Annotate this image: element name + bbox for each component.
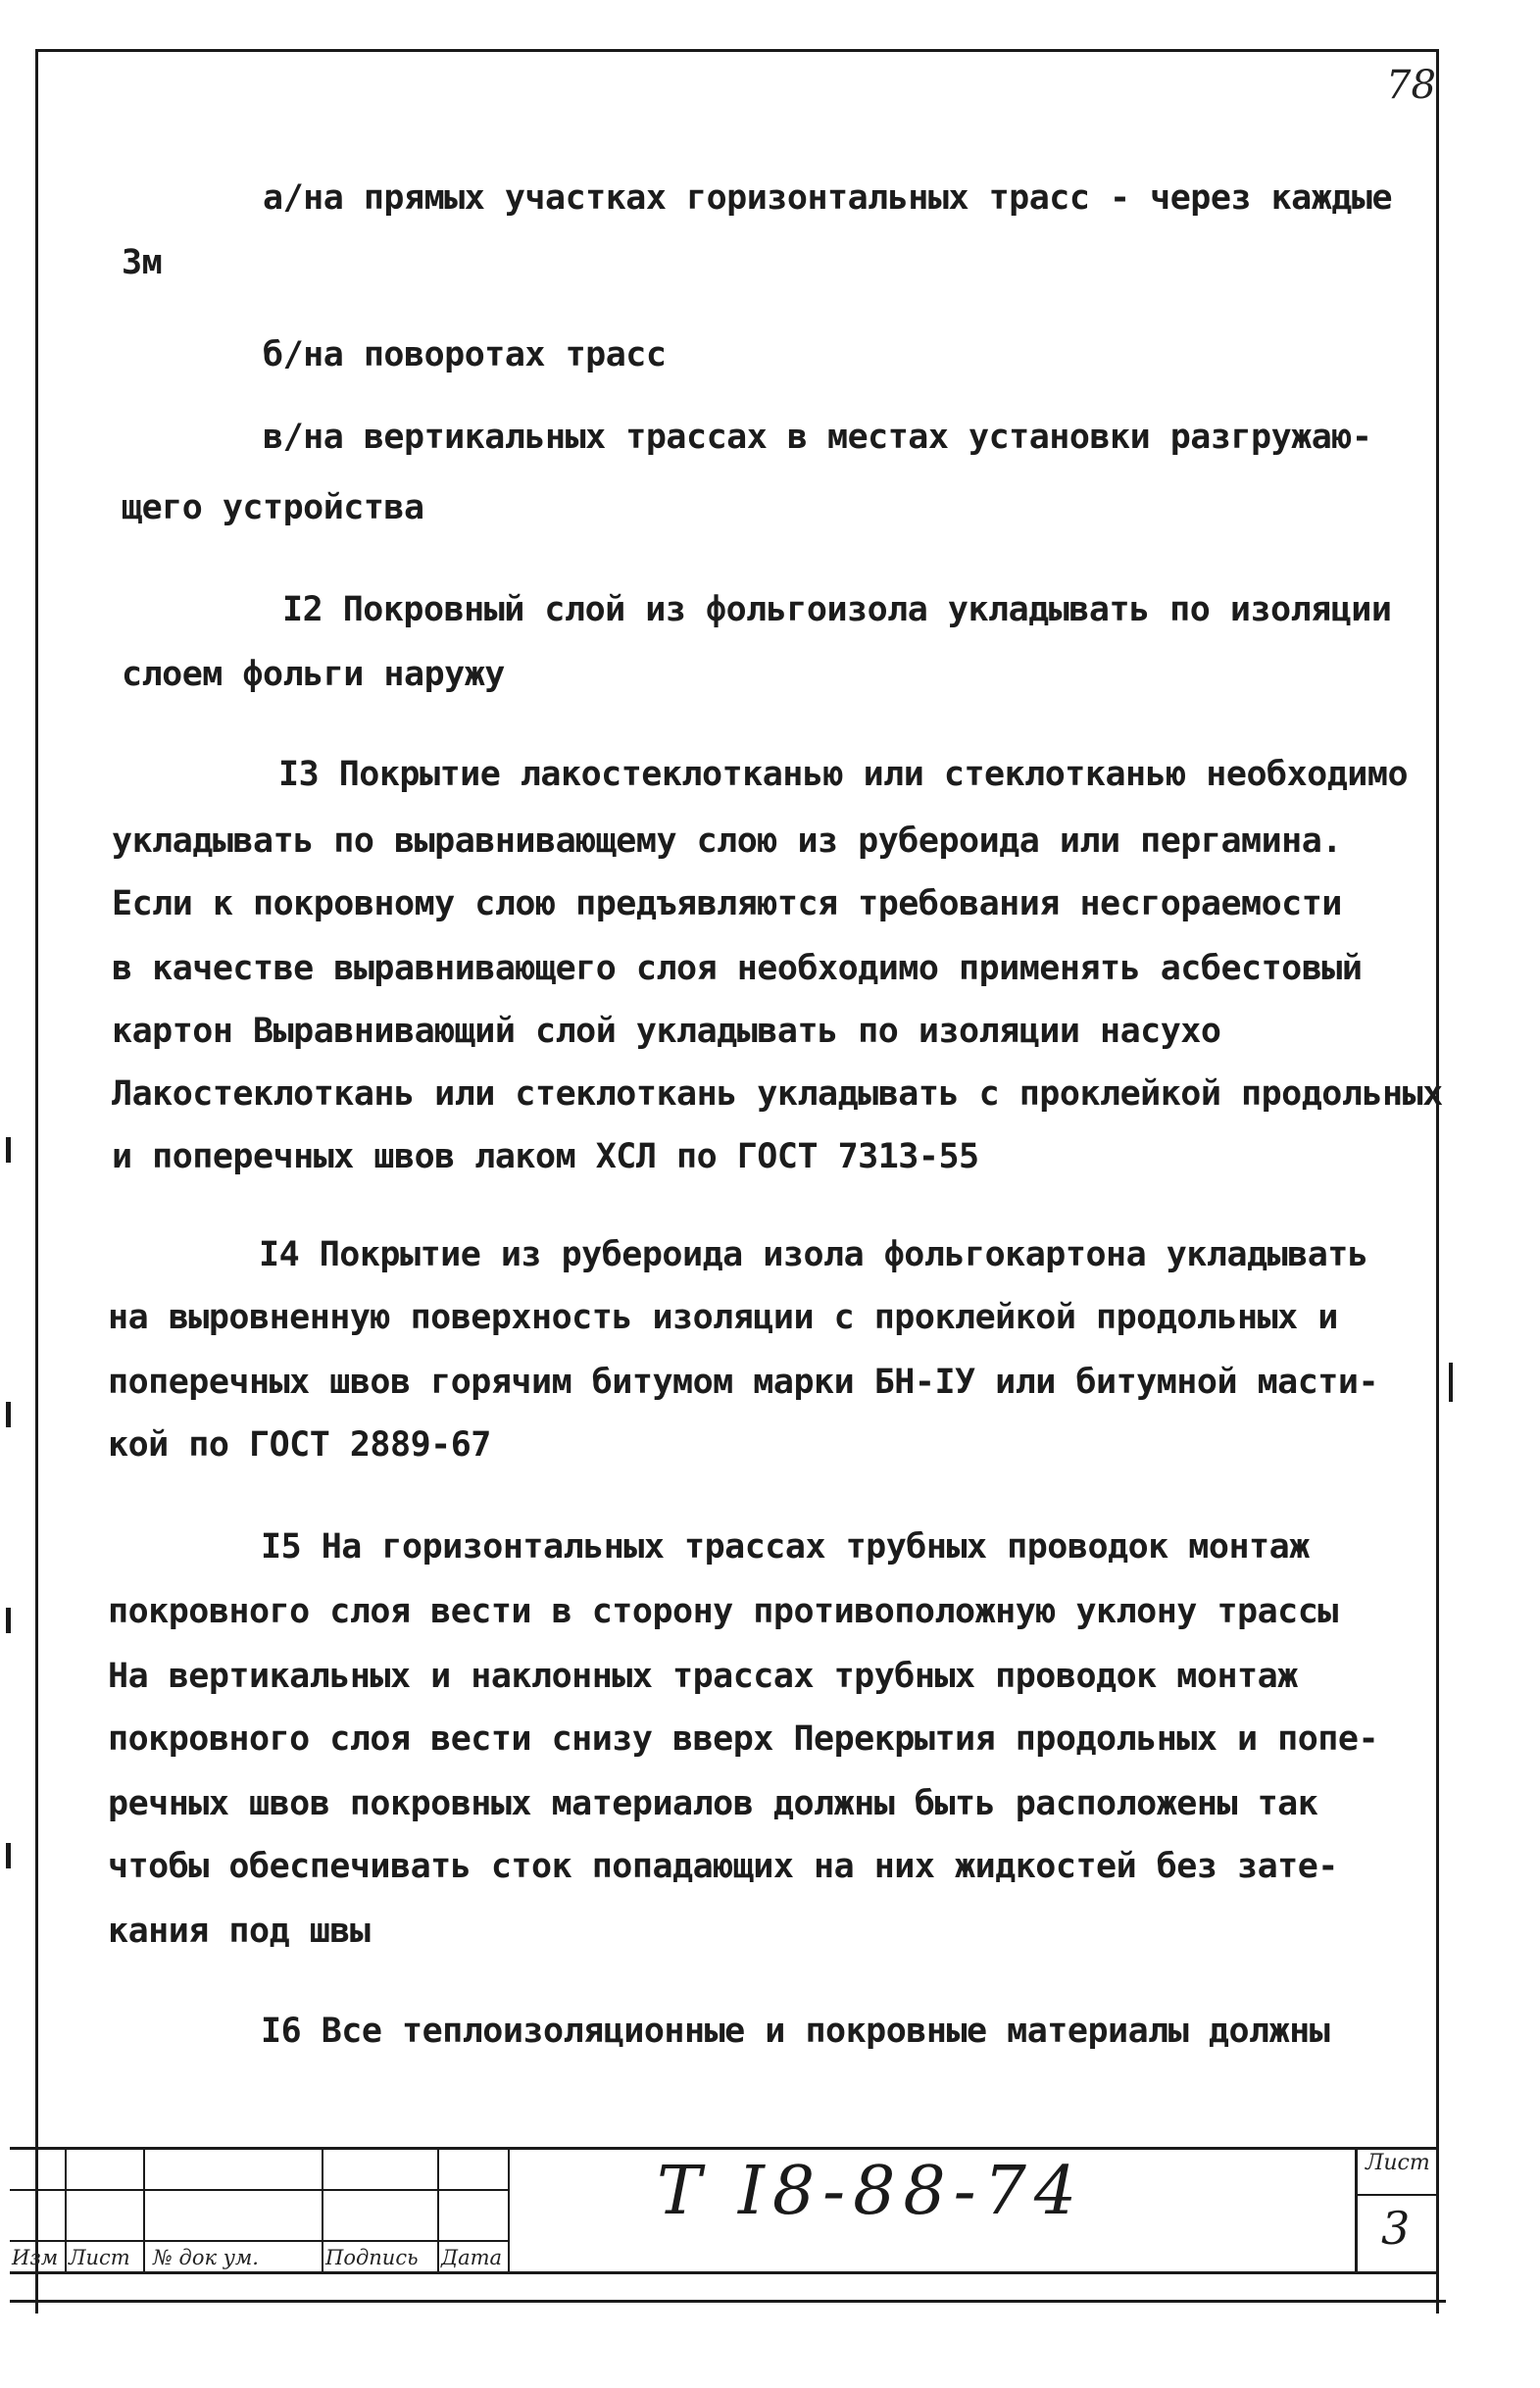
text-line: чтобы обеспечивать сток попадающих на них жидкостей без зате- <box>108 1847 1338 1886</box>
text-line: На вертикальных и наклонных трассах трубных проводок монтаж <box>108 1657 1298 1696</box>
text-line: поперечных швов горячим битумом марки БН-IУ или битумной масти- <box>108 1363 1379 1402</box>
bottom-rule <box>10 2300 1446 2303</box>
stamp-label-sheet: Лист <box>69 2246 130 2269</box>
stamp-label-doc-number: № док ум. <box>153 2246 259 2269</box>
sheet-box-label: Лист <box>1366 2151 1430 2175</box>
text-line: 3м <box>122 243 163 282</box>
text-line: речных швов покровных материалов должны быть расположены так <box>108 1784 1318 1823</box>
text-line: Лакостеклоткань или стеклоткань укладывать с проклейкой продольных <box>112 1074 1443 1114</box>
edge-mark <box>6 1608 11 1633</box>
text-line: и поперечных швов лаком ХСЛ по ГОСТ 7313-55 <box>112 1137 979 1176</box>
sheet-box-number: 3 <box>1381 2202 1411 2255</box>
text-line: I5 На горизонтальных трассах трубных проводок монтаж <box>261 1527 1310 1567</box>
text-line: картон Выравнивающий слой укладывать по изоляции насухо <box>112 1012 1221 1051</box>
edge-mark <box>6 1843 11 1868</box>
stamp-label-signature: Подпись <box>325 2246 419 2269</box>
text-line: в качестве выравнивающего слоя необходимо применять асбестовый <box>112 949 1363 988</box>
edge-mark <box>6 1137 11 1163</box>
text-line: кания под швы <box>108 1912 371 1951</box>
page-number: 78 <box>1386 63 1436 108</box>
text-line: укладывать по выравнивающему слою из рубероида или пергамина. <box>112 821 1342 861</box>
text-line: б/на поворотах трасс <box>263 335 667 374</box>
text-line: на выровненную поверхность изоляции с проклейкой продольных и <box>108 1298 1338 1337</box>
text-line: I3 Покрытие лакостеклотканью или стеклотканью необходимо <box>278 755 1409 794</box>
text-line: покровного слоя вести в сторону противоположную уклону трассы <box>108 1592 1338 1631</box>
text-line: Если к покровному слою предъявляются требования несгораемости <box>112 884 1342 923</box>
text-line: I6 Все теплоизоляционные и покровные материалы должны <box>261 2012 1330 2051</box>
text-line: I2 Покровный слой из фольгоизола укладывать по изоляции <box>282 590 1392 629</box>
text-line: кой по ГОСТ 2889-67 <box>108 1425 491 1465</box>
text-line: покровного слоя вести снизу вверх Перекрытия продольных и попе- <box>108 1719 1379 1759</box>
text-line: а/на прямых участках горизонтальных трасс - через каждые <box>263 178 1393 218</box>
sheet-box <box>1355 2147 1439 2274</box>
stamp-label-change: Изм <box>12 2246 59 2269</box>
text-line: в/на вертикальных трассах в местах установки разгружаю- <box>263 418 1372 457</box>
text-line: слоем фольги наружу <box>122 655 505 694</box>
text-line: щего устройства <box>122 488 424 527</box>
document-code: Т I8-88-74 <box>657 2153 1085 2230</box>
edge-mark <box>6 1402 11 1427</box>
stamp-label-date: Дата <box>441 2246 503 2269</box>
edge-mark <box>1449 1363 1453 1402</box>
text-line: I4 Покрытие из рубероида изола фольгокартона укладывать <box>259 1235 1368 1274</box>
